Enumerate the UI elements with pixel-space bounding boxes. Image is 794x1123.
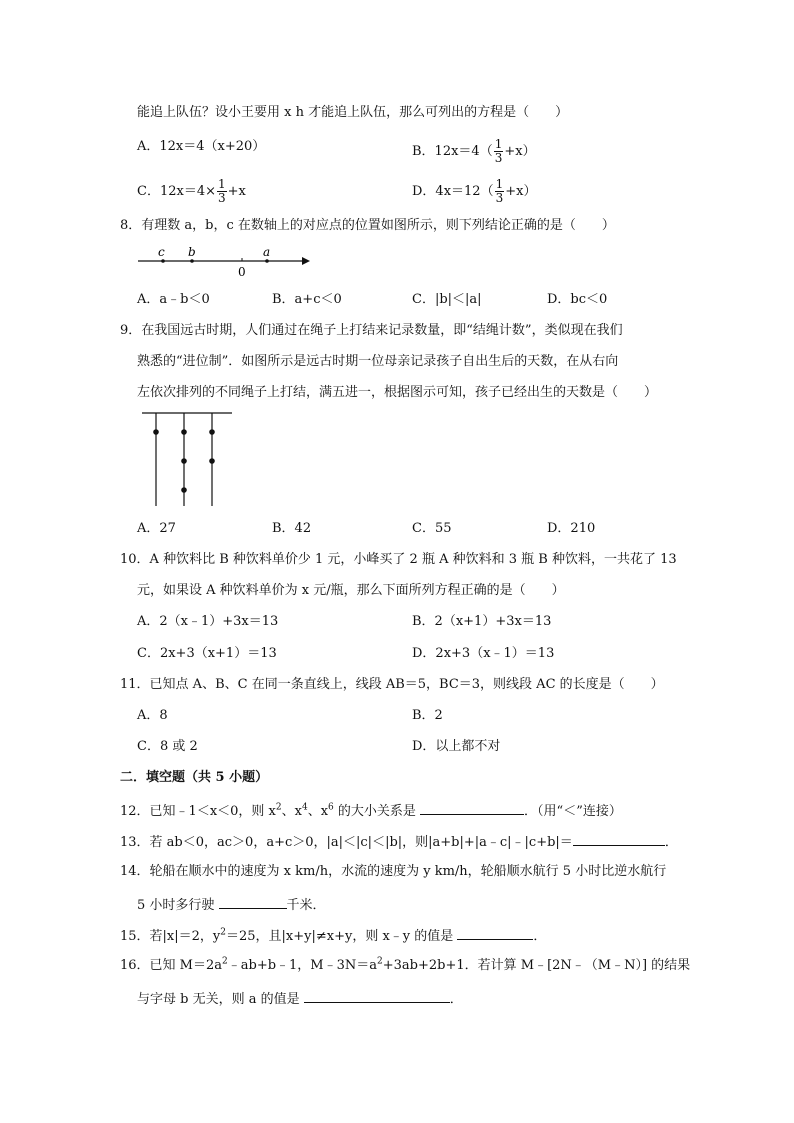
q10-stem-line2: 元，如果设 A 种饮料单价为 x 元/瓶，那么下面所列方程正确的是（ ） — [137, 583, 565, 598]
q16-text: 与字母 b 无关，则 a 的值是 — [137, 992, 304, 1007]
q16-text: +3ab+2b+1．若计算 M﹣[2N﹣（M﹣N）] 的结果 — [382, 958, 691, 973]
q15-text: ． — [533, 929, 547, 944]
exponent: 6 — [328, 802, 334, 813]
q16-stem-line2 — [137, 989, 463, 1009]
q7-option-c[interactable] — [137, 178, 246, 205]
fraction: $\frac{1}{3}$ — [217, 177, 226, 205]
q7-d-text-end: +x） — [505, 184, 537, 199]
q7-option-b[interactable] — [412, 138, 536, 165]
knot — [181, 458, 187, 464]
exponent: 2 — [220, 927, 226, 938]
q12-answer-blank[interactable] — [420, 801, 524, 815]
q9-stem-line2: 熟悉的“进位制”．如图所示是远古时期一位母亲记录孩子自出生后的天数，在从右向 — [137, 354, 619, 369]
knot-rope-figure — [140, 408, 235, 510]
knot — [181, 487, 187, 493]
q9-option-b[interactable]: B．42 — [272, 521, 312, 536]
q12-text: 、x — [307, 804, 329, 819]
fraction: $\frac{1}{3}$ — [494, 137, 503, 165]
q11-option-d[interactable]: D．以上都不对 — [412, 739, 501, 754]
q7-c-text-end: +x — [227, 184, 246, 199]
q13-answer-blank[interactable] — [573, 832, 665, 846]
q11-stem: 11．已知点 A、B、C 在同一条直线上，线段 AB＝5，BC＝3，则线段 AC 的长度是（ ） — [120, 677, 664, 692]
number-line-figure — [130, 244, 310, 280]
q14-text: 千米． — [286, 898, 326, 913]
q7-d-text: D．4x＝12（ — [412, 184, 494, 199]
q14-stem-line1: 14．轮船在顺水中的速度为 x km/h，水流的速度为 y km/h，轮船顺水航行 5 小时比逆水航行 — [120, 864, 667, 879]
exponent: 2 — [275, 802, 282, 813]
q14-text: 5 小时多行驶 — [137, 898, 219, 913]
q10-stem-line1: 10．A 种饮料比 B 种饮料单价少 1 元，小峰买了 2 瓶 A 种饮料和 3 瓶 B 种饮料，一共花了 13 — [120, 552, 677, 567]
q16-answer-blank[interactable] — [304, 989, 450, 1003]
q15-text: ＝25，且|x+y|≠x+y，则 x﹣y 的值是 — [225, 929, 458, 944]
q15-answer-blank[interactable] — [457, 926, 533, 940]
q9-stem-line3: 左依次排列的不同绳子上打结，满五进一，根据图示可知，孩子已经出生的天数是（ ） — [137, 385, 658, 400]
q10-option-b[interactable]: B．2（x+1）+3x＝13 — [412, 614, 552, 629]
label-a: a — [263, 245, 271, 259]
q8-option-d[interactable]: D．bc＜0 — [547, 292, 608, 307]
q10-option-c[interactable]: C．2x+3（x+1）＝13 — [137, 646, 277, 661]
section-heading-fill-in: 二．填空题（共 5 小题） — [120, 770, 269, 785]
label-c: c — [158, 245, 165, 259]
q7-c-text: C．12x＝4× — [137, 184, 216, 199]
q11-option-b[interactable]: B．2 — [412, 708, 443, 723]
q7-option-d[interactable] — [412, 178, 536, 205]
q14-stem-line2 — [137, 895, 326, 915]
q10-option-a[interactable]: A．2（x﹣1）+3x＝13 — [137, 614, 279, 629]
exponent: 4 — [301, 802, 308, 813]
q12-text: 、x — [281, 804, 302, 819]
q8-option-b[interactable]: B．a+c＜0 — [272, 292, 342, 307]
q16-stem-line1 — [120, 957, 690, 975]
point-a — [265, 259, 269, 263]
q13-text: ． — [664, 835, 678, 850]
q9-option-d[interactable]: D．210 — [547, 521, 596, 536]
q7-stem-continuation: 能追上队伍？设小王要用 x h 才能追上队伍，那么可列出的方程是（ ） — [137, 105, 569, 120]
knot — [209, 458, 215, 464]
q8-stem: 8．有理数 a，b，c 在数轴上的对应点的位置如图所示，则下列结论正确的是（ ） — [120, 218, 615, 233]
q16-text: ． — [449, 992, 463, 1007]
knot — [181, 429, 187, 435]
label-zero: 0 — [238, 265, 246, 279]
q10-option-d[interactable]: D．2x+3（x﹣1）＝13 — [412, 646, 555, 661]
q12-stem — [120, 801, 622, 821]
q16-text: ﹣ab+b﹣1，M﹣3N＝a — [227, 958, 378, 973]
q13-stem — [120, 832, 678, 852]
point-c — [161, 259, 165, 263]
fraction: $\frac{1}{3}$ — [495, 177, 504, 205]
q9-option-a[interactable]: A．27 — [137, 521, 176, 536]
label-b: b — [188, 245, 196, 259]
q11-option-a[interactable]: A．8 — [137, 708, 168, 723]
exponent: 2 — [377, 956, 383, 967]
q16-text: 16．已知 M＝2a — [120, 958, 223, 973]
q12-text: 12．已知﹣1＜x＜0，则 x — [120, 804, 276, 819]
q7-b-text-end: +x） — [504, 144, 536, 159]
arrow-head-icon — [302, 257, 310, 265]
q12-text: 的大小关系是 — [333, 804, 421, 819]
q8-option-a[interactable]: A．a﹣b＜0 — [137, 292, 210, 307]
q15-stem — [120, 926, 546, 946]
q9-stem-line1: 9．在我国远古时期，人们通过在绳子上打结来记录数量，即“结绳计数”，类似现在我们 — [120, 323, 623, 338]
point-b — [190, 259, 194, 263]
q8-option-c[interactable]: C．|b|＜|a| — [412, 292, 482, 307]
q14-answer-blank[interactable] — [219, 895, 287, 909]
q13-text: 13．若 ab＜0，ac＞0，a+c＞0，|a|＜|c|＜|b|，则|a+b|+|a﹣c|﹣|c+b|＝ — [120, 835, 573, 850]
exponent: 2 — [222, 956, 228, 967]
q15-text: 15．若|x|＝2，y — [120, 929, 221, 944]
knot — [209, 429, 215, 435]
knot — [153, 429, 159, 435]
q11-option-c[interactable]: C．8 或 2 — [137, 739, 198, 754]
q9-option-c[interactable]: C．55 — [412, 521, 452, 536]
q12-text: ．（用“＜”连接） — [524, 804, 622, 819]
q7-b-text: B．12x＝4（ — [412, 144, 493, 159]
q7-option-a[interactable]: A．12x＝4（x+20） — [137, 139, 266, 154]
